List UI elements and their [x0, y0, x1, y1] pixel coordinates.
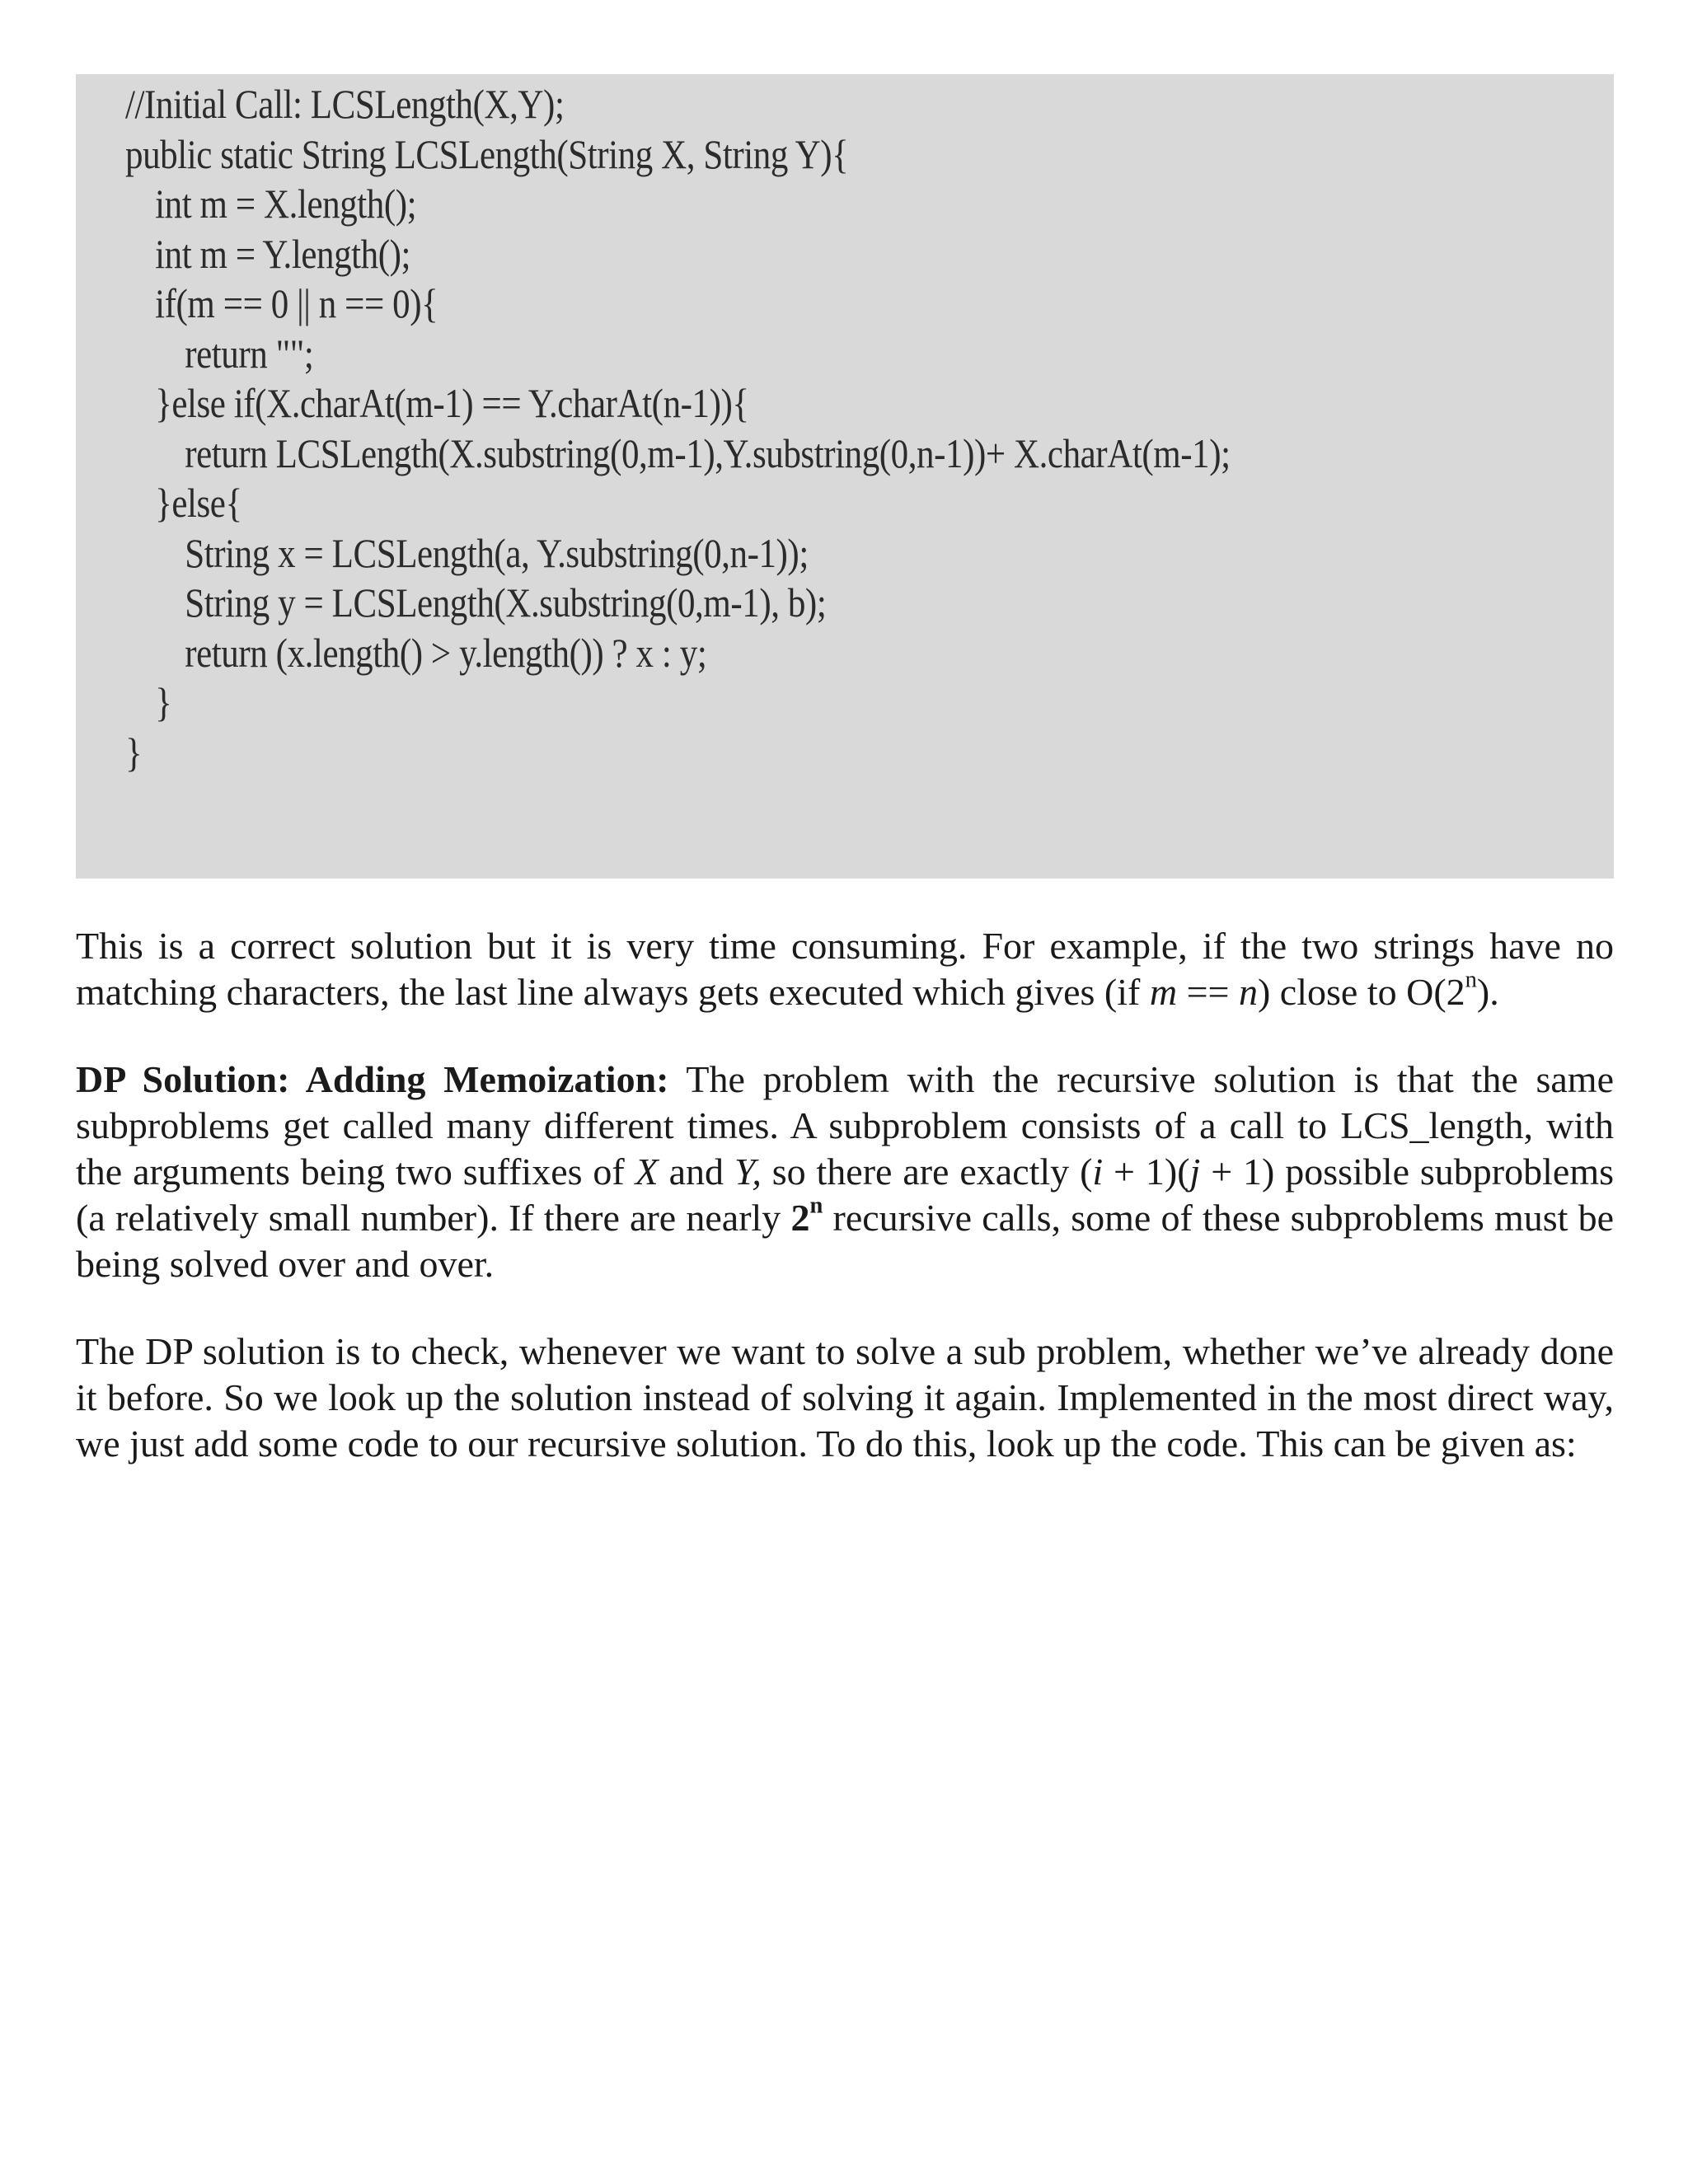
text-run: ==	[1177, 971, 1239, 1013]
code-line: if(m == 0 || n == 0){	[155, 280, 438, 326]
bold-base: 2	[790, 1197, 810, 1239]
section-heading: DP Solution: Adding Memoization:	[76, 1058, 669, 1100]
variable-m: m	[1149, 971, 1178, 1013]
code-line: String y = LCSLength(X.substring(0,m-1), b);	[185, 579, 827, 626]
variable-i: i	[1092, 1151, 1104, 1193]
code-line: return LCSLength(X.substring(0,m-1),Y.substring(0,n-1))+ X.charAt(m-1);	[185, 429, 1231, 476]
superscript-n: n	[809, 1193, 823, 1219]
text-run: ).	[1476, 971, 1499, 1013]
code-line: int m = Y.length();	[155, 230, 411, 277]
paragraph-dp-solution: The DP solution is to check, whenever we want to solve a sub problem, whether we’ve already done it before. So we look up the solution instead of solving it again. Implemented in the most direct way, we just add some code to our recursive solution. To do this, look up the code. This can be given as:	[76, 1330, 1614, 1465]
bold-power	[790, 1193, 823, 1239]
code-line: }else if(X.charAt(m-1) == Y.charAt(n-1)){	[155, 380, 749, 426]
text-run: so there are exactly (	[761, 1151, 1093, 1193]
variable-x: X	[635, 1151, 659, 1193]
code-line: }	[155, 679, 172, 725]
text-run: + 1) possible subproblems (a relatively small number). If there are nearly	[76, 1151, 1615, 1239]
variable-y: Y,	[734, 1151, 762, 1193]
text-run: and	[658, 1151, 734, 1193]
text-run: The problem with the recursive solution is that the same subproblems get called many different times. A subproblem consists of a call to LCS_length, with the arguments being two suffixes of	[76, 1058, 1614, 1193]
paragraph-complexity	[76, 923, 1614, 1015]
code-line: }else{	[155, 480, 242, 526]
variable-n: n	[1238, 971, 1258, 1013]
page-content	[76, 74, 1614, 1467]
code-line: //Initial Call: LCSLength(X,Y);	[125, 81, 565, 127]
code-line: return "";	[185, 330, 314, 377]
text-run: ) close to O(2	[1257, 971, 1465, 1013]
superscript-n: n	[1465, 967, 1477, 993]
code-line: String x = LCSLength(a, Y.substring(0,n-1));	[185, 529, 809, 576]
paragraph-memoization	[76, 1057, 1614, 1287]
code-line: }	[125, 729, 143, 776]
code-line: int m = X.length();	[155, 180, 417, 227]
code-line: return (x.length() > y.length()) ? x : y;	[185, 629, 707, 676]
text-run: + 1)(	[1103, 1151, 1190, 1193]
variable-j: j	[1189, 1151, 1201, 1193]
code-line: public static String LCSLength(String X, String Y){	[125, 130, 849, 177]
text-run: This is a correct solution but it is very time consuming. For example, if the two strings have no matching characters, the last line always gets executed which gives (if	[76, 925, 1614, 1013]
code-block	[76, 74, 1614, 879]
text-run: recursive calls, some of these subproblems must be being solved over and over.	[76, 1197, 1614, 1285]
